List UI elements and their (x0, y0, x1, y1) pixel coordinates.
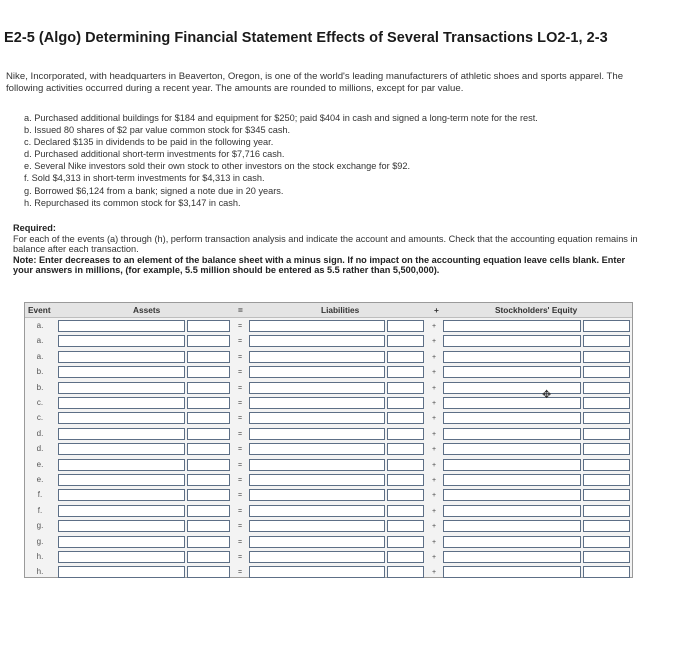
liability-amount-input[interactable] (387, 412, 424, 424)
asset-amount-input[interactable] (187, 536, 230, 548)
liability-account-input[interactable] (249, 335, 385, 347)
equity-account-input[interactable] (443, 474, 581, 486)
equity-amount-input[interactable] (583, 459, 630, 471)
plus-sign: + (431, 461, 437, 469)
liability-account-input[interactable] (249, 366, 385, 378)
liability-amount-input[interactable] (387, 566, 424, 578)
event-label: g. (36, 536, 44, 546)
liability-account-input[interactable] (249, 551, 385, 563)
asset-account-input[interactable] (58, 320, 185, 332)
equity-amount-input[interactable] (583, 320, 630, 332)
event-label: e. (36, 459, 44, 469)
plus-sign: + (431, 400, 437, 407)
event-label: h. (36, 552, 44, 561)
table-row (25, 565, 632, 580)
liability-amount-input[interactable] (387, 335, 424, 347)
table-row (25, 319, 632, 334)
liability-amount-input[interactable] (387, 520, 424, 532)
asset-account-input[interactable] (58, 351, 185, 363)
equity-account-input[interactable] (443, 397, 581, 409)
event-label: a. (36, 321, 44, 330)
equity-account-input[interactable] (443, 536, 581, 548)
header-equals: = (238, 305, 243, 315)
event-label: f. (37, 490, 43, 500)
equity-account-input[interactable] (443, 382, 581, 394)
liability-amount-input[interactable] (387, 474, 424, 486)
event-item: h. Repurchased its common stock for $3,147 in cash. (24, 197, 241, 208)
equals-sign: = (237, 477, 243, 484)
move-cursor-icon: ✥ (542, 389, 552, 401)
liability-account-input[interactable] (249, 566, 385, 578)
equity-amount-input[interactable] (583, 366, 630, 378)
table-row (25, 458, 632, 473)
equity-amount-input[interactable] (583, 489, 630, 501)
asset-account-input[interactable] (58, 566, 185, 578)
asset-amount-input[interactable] (187, 382, 230, 394)
table-row (25, 396, 632, 411)
equity-amount-input[interactable] (583, 566, 630, 578)
asset-account-input[interactable] (58, 474, 185, 486)
event-label: a. (36, 336, 44, 346)
liability-account-input[interactable] (249, 474, 385, 486)
equals-sign: = (237, 507, 243, 515)
asset-amount-input[interactable] (187, 474, 230, 486)
asset-amount-input[interactable] (187, 366, 230, 378)
plus-sign: + (431, 415, 437, 423)
table-row (25, 427, 632, 442)
plus-sign: + (431, 477, 437, 484)
required-heading: Required: (13, 223, 56, 233)
equals-sign: = (237, 569, 243, 577)
liability-amount-input[interactable] (387, 489, 424, 501)
event-label: c. (36, 413, 44, 423)
liability-amount-input[interactable] (387, 351, 424, 363)
equity-amount-input[interactable] (583, 536, 630, 548)
equity-account-input[interactable] (443, 351, 581, 363)
asset-amount-input[interactable] (187, 489, 230, 501)
event-label: g. (36, 521, 44, 531)
liability-account-input[interactable] (249, 505, 385, 517)
equity-account-input[interactable] (443, 366, 581, 378)
asset-amount-input[interactable] (187, 351, 230, 363)
liability-amount-input[interactable] (387, 320, 424, 332)
equity-account-input[interactable] (443, 520, 581, 532)
equity-amount-input[interactable] (583, 443, 630, 455)
equity-amount-input[interactable] (583, 505, 630, 517)
equals-sign: = (237, 400, 243, 407)
equity-amount-input[interactable] (583, 397, 630, 409)
asset-amount-input[interactable] (187, 520, 230, 532)
plus-sign: + (431, 538, 437, 546)
equals-sign: = (237, 430, 243, 438)
header-assets: Assets (133, 305, 161, 315)
asset-amount-input[interactable] (187, 412, 230, 424)
event-label: d. (36, 428, 44, 438)
liability-amount-input[interactable] (387, 536, 424, 548)
liability-account-input[interactable] (249, 443, 385, 455)
equals-sign: = (237, 446, 243, 454)
equals-sign: = (237, 538, 243, 546)
table-row (25, 535, 632, 550)
liability-amount-input[interactable] (387, 443, 424, 455)
equity-amount-input[interactable] (583, 335, 630, 347)
liability-amount-input[interactable] (387, 382, 424, 394)
equity-amount-input[interactable] (583, 382, 630, 394)
equity-account-input[interactable] (443, 428, 581, 440)
required-note: Note: Enter decreases to an element of the balance sheet with a minus sign. If no impact on the accounting equation leave cells blank. Enter your answers in millions, (for example, 5.5 million should be entered as 5.5 rather than 5,500,000). (13, 254, 626, 276)
plus-sign: + (431, 338, 437, 346)
required-instructions: For each of the events (a) through (h), perform transaction analysis and indicate the account and amounts. Check that the accounting equation remains in balance after each transaction. (13, 233, 638, 255)
table-row (25, 381, 632, 396)
plus-sign: + (431, 569, 437, 577)
event-item: f. Sold $4,313 in short-term investments for $4,313 in cash. (24, 173, 265, 184)
event-item: e. Several Nike investors sold their own stock to other investors on the stock exchange for $92. (24, 161, 411, 172)
table-row (25, 473, 632, 488)
equals-sign: = (237, 554, 243, 561)
liability-account-input[interactable] (249, 520, 385, 532)
table-row (25, 334, 632, 349)
equity-account-input[interactable] (443, 320, 581, 332)
equity-amount-input[interactable] (583, 428, 630, 440)
equity-account-input[interactable] (443, 443, 581, 455)
event-list (24, 112, 664, 209)
asset-account-input[interactable] (58, 428, 185, 440)
liability-account-input[interactable] (249, 351, 385, 363)
plus-sign: + (431, 492, 437, 500)
event-label: b. (36, 367, 44, 377)
table-row (25, 550, 632, 565)
table-row (25, 350, 632, 365)
asset-account-input[interactable] (58, 382, 185, 394)
liability-account-input[interactable] (249, 428, 385, 440)
liability-account-input[interactable] (249, 489, 385, 501)
asset-account-input[interactable] (58, 505, 185, 517)
equity-amount-input[interactable] (583, 351, 630, 363)
liability-account-input[interactable] (249, 382, 385, 394)
asset-account-input[interactable] (58, 335, 185, 347)
event-label: a. (36, 351, 44, 361)
plus-sign: + (431, 353, 437, 361)
asset-account-input[interactable] (58, 520, 185, 532)
problem-intro: Nike, Incorporated, with headquarters in Beaverton, Oregon, is one of the world's leading manufacturers of athletic shoes and sports apparel. The following activities occurred during a recent year. The amounts are rounded to millions, except for par value. (6, 71, 624, 94)
plus-sign: + (431, 523, 437, 531)
table-row (25, 442, 632, 457)
equity-account-input[interactable] (443, 566, 581, 578)
asset-account-input[interactable] (58, 412, 185, 424)
equity-account-input[interactable] (443, 335, 581, 347)
equity-amount-input[interactable] (583, 520, 630, 532)
equity-amount-input[interactable] (583, 474, 630, 486)
asset-amount-input[interactable] (187, 505, 230, 517)
equity-account-input[interactable] (443, 489, 581, 501)
table-row (25, 504, 632, 519)
event-label: c. (36, 398, 44, 407)
header-event: Event (28, 305, 51, 315)
liability-amount-input[interactable] (387, 397, 424, 409)
equals-sign: = (237, 523, 243, 531)
plus-sign: + (431, 446, 437, 454)
event-item: c. Declared $135 in dividends to be paid in the following year. (24, 137, 274, 148)
equals-sign: = (237, 353, 243, 361)
liability-amount-input[interactable] (387, 551, 424, 563)
table-row (25, 519, 632, 534)
event-item: d. Purchased additional short-term investments for $7,716 cash. (24, 149, 285, 160)
required-section (13, 223, 643, 276)
asset-account-input[interactable] (58, 536, 185, 548)
plus-sign: + (431, 323, 437, 330)
asset-amount-input[interactable] (187, 551, 230, 563)
header-equity: Stockholders' Equity (495, 305, 578, 315)
header-plus: + (434, 305, 439, 315)
equity-amount-input[interactable] (583, 551, 630, 563)
equals-sign: = (237, 384, 243, 392)
liability-account-input[interactable] (249, 397, 385, 409)
asset-amount-input[interactable] (187, 566, 230, 578)
equals-sign: = (237, 492, 243, 500)
asset-account-input[interactable] (58, 397, 185, 409)
event-item: a. Purchased additional buildings for $184 and equipment for $250; paid $404 in cash and signed a long-term note for the rest. (24, 113, 538, 123)
event-label: e. (36, 475, 44, 484)
table-row (25, 365, 632, 380)
asset-amount-input[interactable] (187, 443, 230, 455)
equals-sign: = (237, 323, 243, 330)
asset-amount-input[interactable] (187, 428, 230, 440)
asset-account-input[interactable] (58, 459, 185, 471)
asset-account-input[interactable] (58, 366, 185, 378)
equals-sign: = (237, 461, 243, 469)
plus-sign: + (431, 384, 437, 392)
liability-account-input[interactable] (249, 536, 385, 548)
asset-account-input[interactable] (58, 489, 185, 501)
liability-account-input[interactable] (249, 412, 385, 424)
equals-sign: = (237, 369, 243, 377)
asset-amount-input[interactable] (187, 320, 230, 332)
asset-amount-input[interactable] (187, 459, 230, 471)
equals-sign: = (237, 415, 243, 423)
plus-sign: + (431, 507, 437, 515)
asset-account-input[interactable] (58, 551, 185, 563)
event-label: d. (36, 444, 44, 454)
transaction-analysis-table (24, 302, 633, 578)
page-title: E2-5 (Algo) Determining Financial Statement Effects of Several Transactions LO2-1, 2-3 (4, 30, 608, 46)
table-header (25, 303, 632, 318)
asset-account-input[interactable] (58, 443, 185, 455)
event-item: g. Borrowed $6,124 from a bank; signed a note due in 20 years. (24, 185, 284, 196)
asset-amount-input[interactable] (187, 335, 230, 347)
asset-amount-input[interactable] (187, 397, 230, 409)
liability-amount-input[interactable] (387, 505, 424, 517)
event-label: b. (36, 382, 44, 392)
equity-amount-input[interactable] (583, 412, 630, 424)
liability-amount-input[interactable] (387, 428, 424, 440)
event-label: h. (36, 567, 44, 577)
equity-account-input[interactable] (443, 412, 581, 424)
plus-sign: + (431, 554, 437, 561)
table-row (25, 411, 632, 426)
plus-sign: + (431, 369, 437, 377)
liability-amount-input[interactable] (387, 459, 424, 471)
plus-sign: + (431, 430, 437, 438)
event-item: b. Issued 80 shares of $2 par value common stock for $345 cash. (24, 125, 291, 136)
liability-account-input[interactable] (249, 459, 385, 471)
equals-sign: = (237, 338, 243, 346)
equity-account-input[interactable] (443, 551, 581, 563)
liability-account-input[interactable] (249, 320, 385, 332)
liability-amount-input[interactable] (387, 366, 424, 378)
equity-account-input[interactable] (443, 505, 581, 517)
header-liabilities: Liabilities (321, 305, 360, 315)
table-row (25, 488, 632, 503)
event-label: f. (37, 505, 43, 515)
equity-account-input[interactable] (443, 459, 581, 471)
